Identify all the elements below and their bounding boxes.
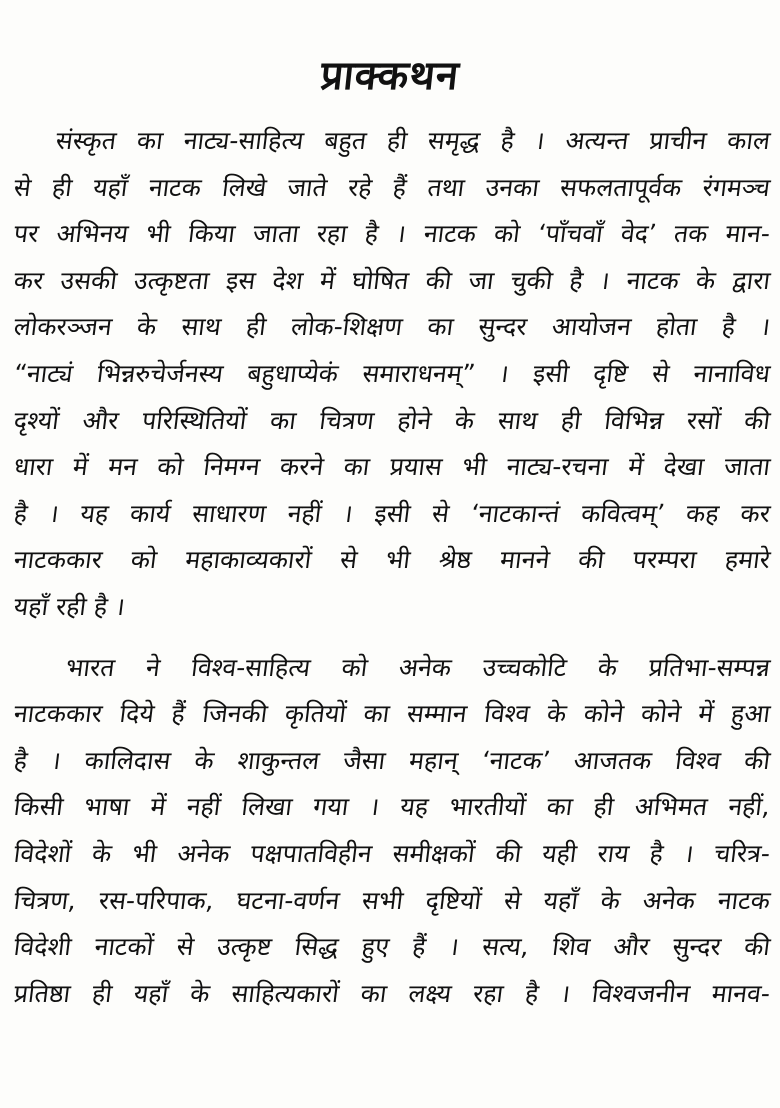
text-line: नाटककार को महाकाव्यकारों से भी श्रेष्ठ मानने की परम्परा हमारे (12, 545, 772, 575)
text-line: है । यह कार्य साधारण नहीं । इसी से ‘नाटकान्तं कवित्वम्’ कह कर (12, 498, 772, 528)
text-line: दृश्यों और परिस्थितियों का चित्रण होने के साथ ही विभिन्न रसों की (12, 405, 772, 435)
text-line: “नाट्यं भिन्नरुचेर्जनस्य बहुधाप्येकं समाराधनम्” । इसी दृष्टि से नानाविध (12, 358, 772, 388)
text-line: नाटककार दिये हैं जिनकी कृतियों का सम्मान विश्व के कोने कोने में हुआ (12, 699, 772, 729)
text-line: कर उसकी उत्कृष्टता इस देश में घोषित की जा चुकी है । नाटक के द्वारा (12, 265, 772, 295)
text-line: भारत ने विश्व-साहित्य को अनेक उच्चकोटि के प्रतिभा-सम्पन्न (64, 652, 772, 682)
paragraph-gap (14, 631, 770, 645)
text-line: विदेशी नाटकों से उत्कृष्ट सिद्ध हुए हैं । सत्य, शिव और सुन्दर की (12, 932, 772, 962)
document-body (14, 118, 770, 1017)
text-line: प्रतिष्ठा ही यहाँ के साहित्यकारों का लक्ष्य रहा है । विश्वजनीन मानव- (12, 978, 772, 1008)
text-line: है । कालिदास के शाकुन्तल जैसा महान् ‘नाटक’ आजतक विश्व की (12, 745, 772, 775)
text-line: विदेशों के भी अनेक पक्षपातविहीन समीक्षकों की यही राय है । चरित्र- (12, 838, 772, 868)
text-line: यहाँ रही है । (12, 591, 127, 621)
paragraph-1 (14, 118, 770, 631)
text-line: लोकरञ्जन के साथ ही लोक-शिक्षण का सुन्दर आयोजन होता है । (12, 312, 772, 342)
text-line: धारा में मन को निमग्न करने का प्रयास भी नाट्य-रचना में देखा जाता (12, 452, 772, 482)
text-line: से ही यहाँ नाटक लिखे जाते रहे हैं तथा उनका सफलतापूर्वक रंगमञ्च (12, 172, 772, 202)
text-line: चित्रण, रस-परिपाक, घटना-वर्णन सभी दृष्टियों से यहाँ के अनेक नाटक (12, 885, 772, 915)
text-line: पर अभिनय भी किया जाता रहा है । नाटक को ‘पाँचवाँ वेद’ तक मान- (12, 219, 772, 249)
page-title: प्राक्कथन (318, 53, 462, 99)
text-line: संस्कृत का नाट्य-साहित्य बहुत ही समृद्ध है । अत्यन्त प्राचीन काल (54, 126, 772, 155)
paragraph-2 (14, 645, 770, 1018)
text-line: किसी भाषा में नहीं लिखा गया । यह भारतीयों का ही अभिमत नहीं, (12, 792, 772, 822)
